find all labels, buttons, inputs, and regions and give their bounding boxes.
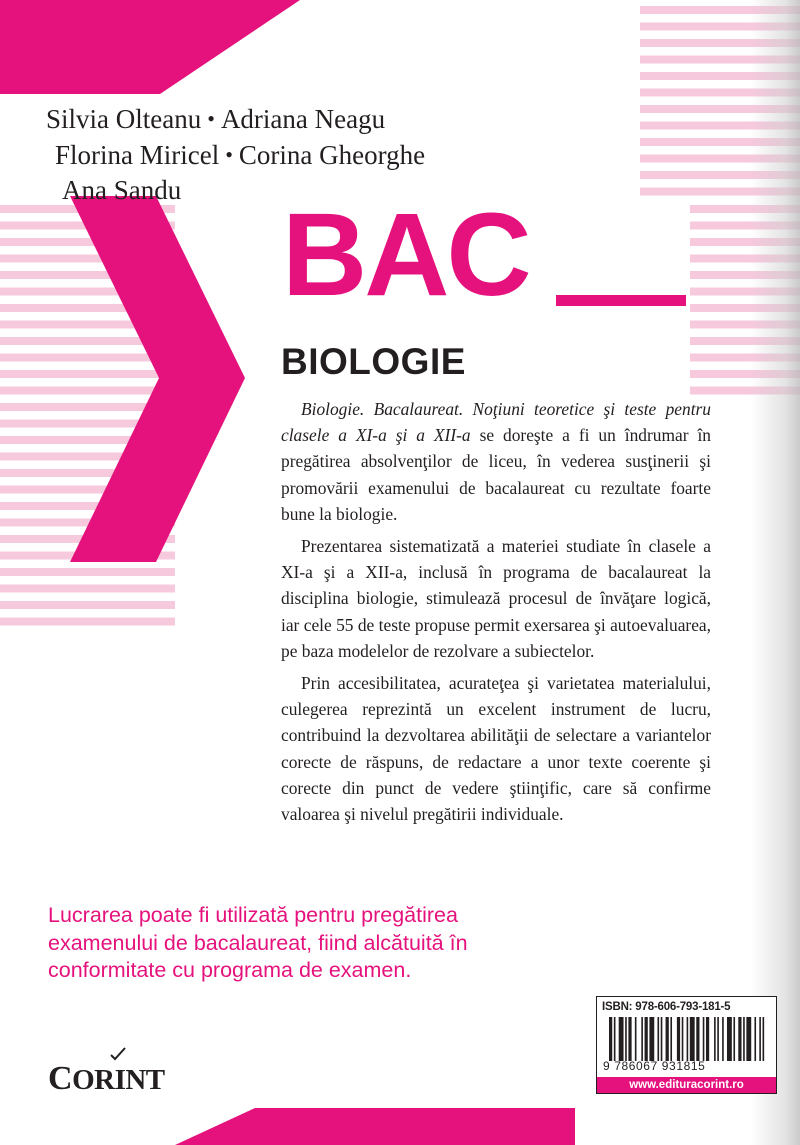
author-separator: • xyxy=(225,142,233,167)
barcode-bar xyxy=(614,1017,616,1061)
title-underscore xyxy=(556,295,686,306)
barcode-bar xyxy=(717,1017,719,1061)
description-paragraph: Prin accesibilitatea, acurateţea şi varietatea materialului, culegerea reprezintă un excelent instrument de lucru, contribuind la dezvoltarea abilităţii de selectare a variantelor corecte de răspuns, de redactare a unor texte coerente şi corecte din punct de vedere ştiinţific, care să confirme valoarea şi nivelul pregătirii individuale. xyxy=(281,673,711,825)
barcode-bar xyxy=(722,1017,724,1061)
logo-rest: ORINT xyxy=(72,1064,165,1096)
barcode-bar xyxy=(628,1017,631,1061)
author-name: Adriana Neagu xyxy=(220,104,386,134)
publisher-logo xyxy=(48,1044,165,1097)
stripe xyxy=(0,370,175,378)
exam-note: Lucrarea poate fi utilizată pentru pregătirea examenului de bacalaureat, fiind alcătuită în conformitate cu programa de examen. xyxy=(48,903,468,982)
barcode xyxy=(609,1017,769,1061)
subject-title: BIOLOGIE xyxy=(281,341,466,382)
stripe xyxy=(0,568,175,576)
authors-line-3 xyxy=(62,173,181,208)
barcode-bar xyxy=(609,1017,612,1061)
barcode-bar xyxy=(687,1017,689,1061)
barcode-bar xyxy=(625,1017,627,1061)
barcode-bar xyxy=(657,1017,659,1061)
stripe xyxy=(0,387,175,395)
barcode-bar xyxy=(754,1017,756,1061)
author-name: Corina Gheorghe xyxy=(238,140,426,170)
series-title: BAC xyxy=(282,189,529,321)
barcode-bar xyxy=(743,1017,745,1061)
logo-initial: C xyxy=(48,1060,73,1097)
stripe xyxy=(0,601,175,609)
barcode-bar xyxy=(690,1017,695,1061)
barcode-bar xyxy=(666,1017,669,1061)
barcode-bar xyxy=(661,1017,663,1061)
barcode-bar xyxy=(649,1017,654,1061)
barcode-bar xyxy=(727,1017,732,1061)
barcode-bar xyxy=(714,1017,716,1061)
barcode-bar xyxy=(619,1017,624,1061)
barcode-bar xyxy=(696,1017,699,1061)
bottom-trapezoid xyxy=(175,1108,575,1145)
isbn-block xyxy=(596,996,777,1094)
description-paragraph xyxy=(281,396,711,527)
description-paragraph: Prezentarea sistematizată a materiei studiate în clasele a XI-a şi a XII-a, inclusă în programa de bacalaureat la disciplina biologie, stimulează procesul de învăţare logică, iar cele 55 de teste propuse permit exersarea şi autoevaluarea, pe baza modelelor de rezolvare a subiectelor. xyxy=(281,536,711,661)
spine-shadow xyxy=(750,0,800,1145)
stripe xyxy=(0,618,175,626)
barcode-bar xyxy=(763,1017,765,1061)
top-parallelogram xyxy=(0,0,300,94)
stripe xyxy=(0,585,175,593)
authors-line-1 xyxy=(46,102,385,138)
publisher-logo-text xyxy=(48,1060,165,1098)
barcode-bar xyxy=(682,1017,684,1061)
description xyxy=(281,396,711,833)
barcode-digits: 9 786067 931815 xyxy=(603,1059,706,1073)
barcode-bar xyxy=(703,1017,705,1061)
isbn-label: ISBN: 978-606-793-181-5 xyxy=(602,1001,731,1013)
barcode-bar xyxy=(733,1017,735,1061)
barcode-bar xyxy=(677,1017,680,1061)
author-name: Silvia Olteanu xyxy=(46,104,202,134)
barcode-bar xyxy=(645,1017,648,1061)
authors-line-2 xyxy=(55,138,425,174)
barcode-bar xyxy=(706,1017,709,1061)
barcode-bar xyxy=(641,1017,643,1061)
book-title-italic: Biologie. Bacalaureat. Noţiuni teoretice şi teste pentru clasele a XI-a şi a XII-a xyxy=(281,399,711,446)
author-name: Florina Miricel xyxy=(55,140,220,170)
barcode-bar xyxy=(670,1017,672,1061)
barcode-bar xyxy=(738,1017,741,1061)
description-text: se doreşte a fi un îndrumar în pregătirea absolvenţilor de liceu, în vederea susţinerii şi promovării examenului de bacalaureat cu rezultate foarte bune la biologie. xyxy=(281,425,711,524)
barcode-bar xyxy=(746,1017,751,1061)
author-name: Ana Sandu xyxy=(62,175,182,205)
barcode-bar xyxy=(635,1017,637,1061)
author-separator: • xyxy=(207,106,215,131)
barcode-bar xyxy=(759,1017,761,1061)
publisher-url[interactable]: www.edituracorint.ro xyxy=(597,1077,776,1093)
